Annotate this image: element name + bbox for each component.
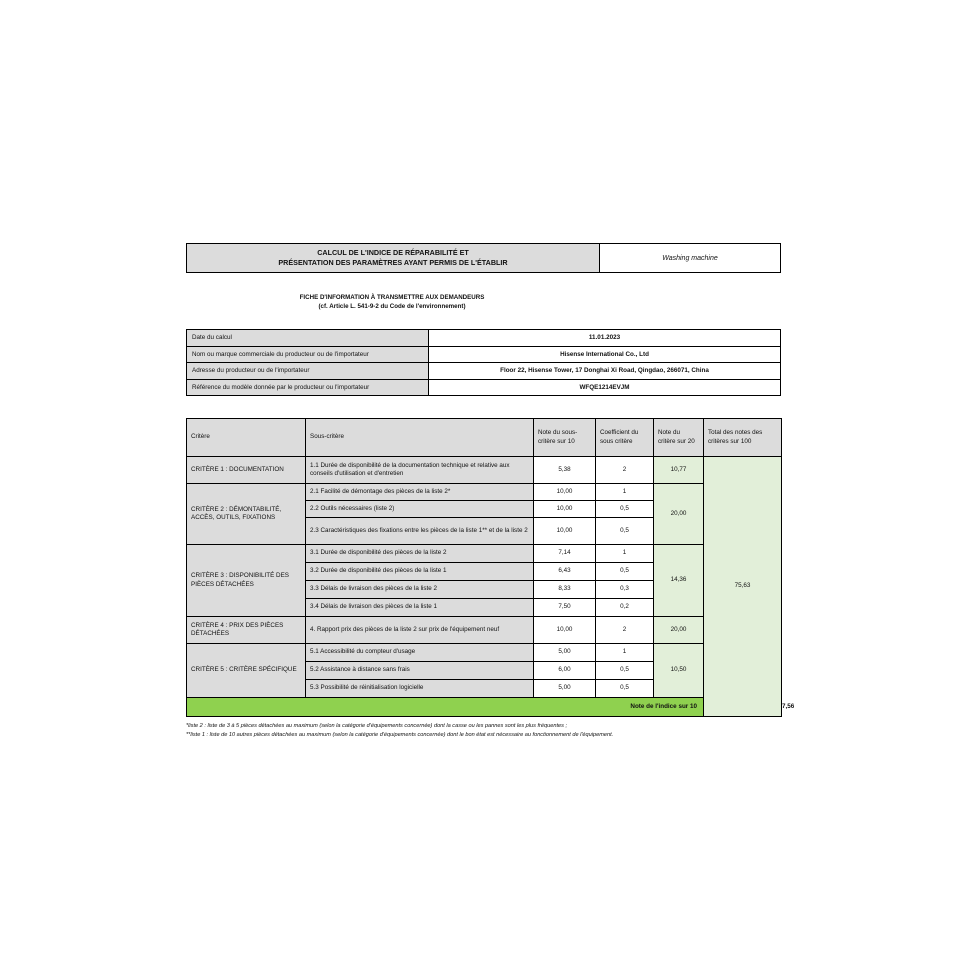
criterion-5-score: 10,50 (654, 644, 704, 698)
sub-criterion-note: 5,00 (534, 680, 596, 698)
footnote-liste-2: *liste 2 : liste de 3 à 5 pièces détachées au maximum (selon la catégorie d'équipements concernée) dont la casse ou les pannes sont les plus fréquentes ; (186, 723, 568, 729)
sub-criterion-label: 5.1 Accessibilité du compteur d'usage (306, 644, 534, 662)
sub-criterion-coefficient: 1 (596, 484, 654, 501)
table-row (187, 545, 782, 563)
info-label: Nom ou marque commerciale du producteur ou de l'importateur (187, 346, 429, 363)
sub-criterion-coefficient: 0,5 (596, 518, 654, 545)
table-row (187, 457, 782, 484)
info-value: 11.01.2023 (429, 330, 781, 347)
document-title (187, 244, 600, 273)
criterion-3-name: CRITÈRE 3 : DISPONIBILITÉ DES PIÈCES DÉTACHÉES (187, 545, 306, 617)
table-row (187, 644, 782, 662)
sub-criterion-note: 6,00 (534, 662, 596, 680)
final-index-label: Note de l'indice sur 10 (187, 698, 704, 717)
sub-criterion-label: 3.2 Durée de disponibilité des pièces de la liste 1 (306, 563, 534, 581)
sub-criterion-label: 5.3 Possibilité de réinitialisation logicielle (306, 680, 534, 698)
sub-criterion-label: 3.4 Délais de livraison des pièces de la liste 1 (306, 599, 534, 617)
sub-criterion-note: 8,33 (534, 581, 596, 599)
sub-criterion-note: 10,00 (534, 617, 596, 644)
sub-criterion-coefficient: 2 (596, 617, 654, 644)
criterion-4-name: CRITÈRE 4 : PRIX DES PIÈCES DÉTACHÉES (187, 617, 306, 644)
sub-criterion-note: 7,50 (534, 599, 596, 617)
sub-criterion-coefficient: 0,3 (596, 581, 654, 599)
table-header-row (187, 419, 782, 457)
column-header-total: Total des notes des critères sur 100 (704, 419, 782, 457)
sub-criterion-label: 3.1 Durée de disponibilité des pièces de la liste 2 (306, 545, 534, 563)
column-header-coefficient: Coefficient du sous critère (596, 419, 654, 457)
column-header-critere: Critère (187, 419, 306, 457)
info-row (187, 346, 781, 363)
subtitle-line-2: (cf. Article L. 541-9-2 du Code de l'environnement) (318, 303, 466, 310)
sub-criterion-note: 10,00 (534, 484, 596, 501)
sub-criterion-label: 1.1 Durée de disponibilité de la documentation technique et relative aux conseils d'utilisation et d'entretien (306, 457, 534, 484)
sub-criterion-note: 5,38 (534, 457, 596, 484)
sub-criterion-note: 5,00 (534, 644, 596, 662)
criterion-1-score: 10,77 (654, 457, 704, 484)
info-label: Date du calcul (187, 330, 429, 347)
column-header-note-critere: Note du critère sur 20 (654, 419, 704, 457)
info-value: Hisense International Co., Ltd (429, 346, 781, 363)
sub-criterion-label: 3.3 Délais de livraison des pièces de la liste 2 (306, 581, 534, 599)
title-line-1: CALCUL DE L'INDICE DE RÉPARABILITÉ ET (317, 248, 469, 257)
criterion-1-name: CRITÈRE 1 : DOCUMENTATION (187, 457, 306, 484)
footnote-liste-1: **liste 1 : liste de 10 autres pièces détachées au maximum (selon la catégorie d'équipements concernée) dont le bon état est nécessaire au fonctionnement de l'équipement. (186, 732, 614, 738)
title-line-2: PRÉSENTATION DES PARAMÈTRES AYANT PERMIS DE L'ÉTABLIR (278, 258, 508, 267)
repairability-score-table (186, 418, 795, 717)
sub-criterion-label: 2.1 Facilité de démontage des pièces de la liste 2* (306, 484, 534, 501)
criterion-3-score: 14,36 (654, 545, 704, 617)
info-row (187, 363, 781, 380)
title-box (186, 243, 781, 273)
table-row (187, 484, 782, 501)
footnotes (186, 722, 786, 740)
sub-criterion-label: 5.2 Assistance à distance sans frais (306, 662, 534, 680)
info-row (187, 379, 781, 396)
sub-criterion-coefficient: 1 (596, 644, 654, 662)
form-subtitle (186, 293, 598, 311)
criterion-4-score: 20,00 (654, 617, 704, 644)
final-index-row: Note de l'indice sur 10 7,56 (187, 698, 782, 717)
criterion-2-score: 20,00 (654, 484, 704, 545)
producer-info-table (186, 329, 781, 396)
sub-criterion-note: 10,00 (534, 518, 596, 545)
sub-criterion-coefficient: 0,2 (596, 599, 654, 617)
sub-criterion-coefficient: 1 (596, 545, 654, 563)
sub-criterion-coefficient: 0,5 (596, 563, 654, 581)
info-value: WFQE1214EVJM (429, 379, 781, 396)
sub-criterion-coefficient: 0,5 (596, 680, 654, 698)
criterion-2-name: CRITÈRE 2 : DÉMONTABILITÉ, ACCÈS, OUTILS, FIXATIONS (187, 484, 306, 545)
product-type: Washing machine (600, 244, 781, 273)
table-row (187, 617, 782, 644)
column-header-sous-critere: Sous-critère (306, 419, 534, 457)
info-row (187, 330, 781, 347)
info-label: Adresse du producteur ou de l'importateur (187, 363, 429, 380)
sub-criterion-label: 2.2 Outils nécessaires (liste 2) (306, 501, 534, 518)
sub-criterion-note: 7,14 (534, 545, 596, 563)
sub-criterion-note: 10,00 (534, 501, 596, 518)
subtitle-line-1: FICHE D'INFORMATION À TRANSMETTRE AUX DEMANDEURS (299, 294, 485, 301)
criterion-5-name: CRITÈRE 5 : CRITÈRE SPÉCIFIQUE (187, 644, 306, 698)
sub-criterion-label: 2.3 Caractéristiques des fixations entre les pièces de la liste 1** et de la liste 2 (306, 518, 534, 545)
sub-criterion-label: 4. Rapport prix des pièces de la liste 2 sur prix de l'équipement neuf (306, 617, 534, 644)
total-score: 75,63 (704, 457, 782, 717)
sub-criterion-note: 6,43 (534, 563, 596, 581)
sub-criterion-coefficient: 0,5 (596, 662, 654, 680)
info-value: Floor 22, Hisense Tower, 17 Donghai Xi Road, Qingdao, 266071, China (429, 363, 781, 380)
sub-criterion-coefficient: 2 (596, 457, 654, 484)
column-header-note-sous-critere: Note du sous-critère sur 10 (534, 419, 596, 457)
info-label: Référence du modèle donnée par le producteur ou l'importateur (187, 379, 429, 396)
sub-criterion-coefficient: 0,5 (596, 501, 654, 518)
